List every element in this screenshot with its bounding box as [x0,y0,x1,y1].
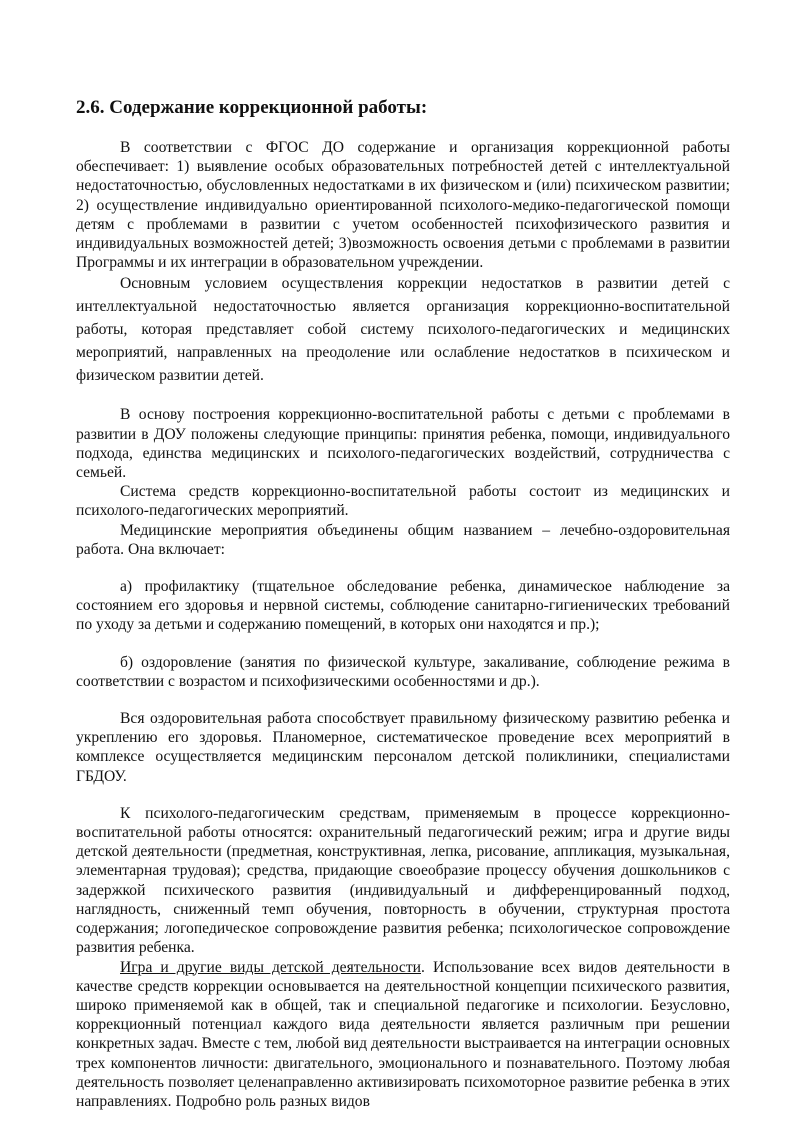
paragraph-health-work: Вся оздоровительная работа способствует правильному физическому развитию ребенка и укреплению его здоровья. Планомерное, систематическое проведение всех мероприятий в комплексе осуществляется медицинским персоналом детской поликлиники, специалистами ГБДОУ. [76,710,730,785]
paragraph-play-activities-text: . Использование всех видов деятельности в качестве средств коррекции основывается на деятельностной концепции психического развития, широко применяемой как в общей, так и специальной педагогике и психологии. Безусловно, коррекционный потенциал каждого вида деятельности является различным при решении конкретных задач. Вместе с тем, любой вид деятельности выстраивается на интеграции основных трех компонентов личности: двигательного, эмоционального и познавательного. Поэтому любая деятельность позволяет целенаправленно активизировать психомоторное развитие ребенка в этих направлениях. Подробно роль разных видов [76,958,730,1110]
list-item-recovery: б) оздоровление (занятия по физической культуре, закаливание, соблюдение режима в соответствии с возрастом и психофизическими особенностями и др.). [76,653,730,690]
document-page [76,96,730,1111]
paragraph-principles: В основу построения коррекционно-воспитательной работы с детьми с проблемами в развитии в ДОУ положены следующие принципы: принятия ребенка, помощи, индивидуального подхода, единства медицинских и психолого-педагогических воздействий, сотрудничества с семьей. [76,406,730,482]
section-heading: 2.6. Содержание коррекционной работы: [76,97,428,118]
paragraph-psych-ped-means: К психолого-педагогическим средствам, применяемым в процессе коррекционно-воспитательной работы относятся: охранительный педагогический режим; игра и другие виды детской деятельности (предметная, конструктивная, лепка, рисование, аппликация, музыкальная, элементарная трудовая); средства, придающие своеобразие процессу обучения дошкольников с задержкой психического развития (индивидуальный и дифференцированный подход, наглядность, сниженный темп обучения, повторность в обучении, структурная простота содержания; логопедическое сопровождение развития ребенка; психологическое сопровождение развития ребенка. [76,804,730,957]
paragraph-medical-measures: Медицинские мероприятия объединены общим названием – лечебно-оздоровительная работа. Она включает: [76,521,730,558]
paragraph-main-condition: Основным условием осуществления коррекции недостатков в развитии детей с интеллектуальной недостаточностью является организация коррекционно-воспитательной работы, которая представляет собой систему психолого-педагогических и медицинских мероприятий, направленных на преодоление или ослабление недостатков в психическом и физическом развитии детей. [76,275,730,385]
paragraph-play-activities [76,958,730,1112]
list-item-prevention: а) профилактику (тщательное обследование ребенка, динамическое наблюдение за состоянием его здоровья и нервной системы, соблюдение санитарно-гигиенических требований по уходу за детьми и содержанию помещений, в которых они находятся и пр.); [76,578,730,634]
underlined-term: Игра и другие виды детской деятельности [120,958,421,976]
paragraph-fgos: В соответствии с ФГОС ДО содержание и организация коррекционной работы обеспечивает: 1) выявление особых образовательных потребностей детей с интеллектуальной недостаточностью, обусловленных недостатками в их физическом и (или) психическом развитии; 2) осуществление индивидуально ориентированной психолого-медико-педагогической помощи детям с проблемами в развитии с учетом особенностей психофизического развития и индивидуальных возможностей детей; 3)возможность освоения детьми с проблемами в развитии Программы и их интеграции в образовательном учреждении. [76,139,730,272]
paragraph-system-of-means: Система средств коррекционно-воспитательной работы состоит из медицинских и психолого-педагогических мероприятий. [76,483,730,520]
